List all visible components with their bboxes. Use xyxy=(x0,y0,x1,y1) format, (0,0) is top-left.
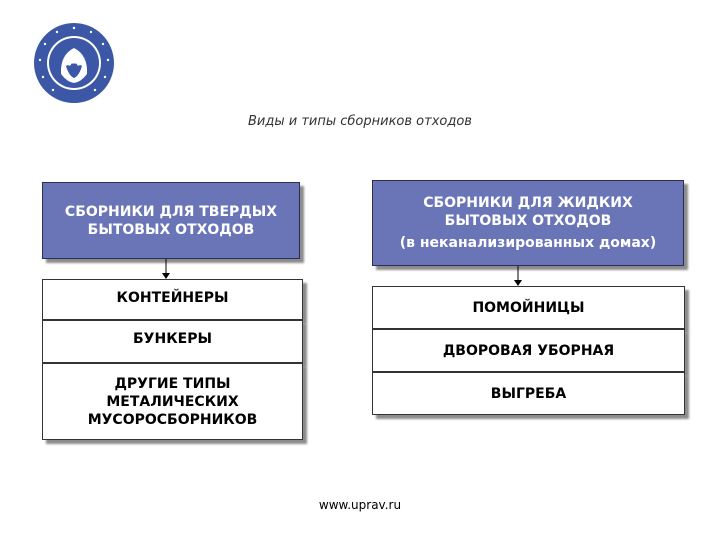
solid-waste-header xyxy=(42,182,300,259)
solid-header-line: БЫТОВЫХ ОТХОДОВ xyxy=(87,221,255,238)
diagram-subtitle: Виды и типы сборников отходов xyxy=(248,114,472,129)
footer-url: www.uprav.ru xyxy=(318,498,402,512)
solid-item-label: МЕТАЛИЧЕСКИХ xyxy=(106,393,239,410)
liquid-item-yard-toilet xyxy=(372,329,685,372)
liquid-header-line: СБОРНИКИ ДЛЯ ЖИДКИХ xyxy=(423,195,633,211)
solid-item-other-types xyxy=(42,363,303,440)
liquid-header-line: БЫТОВЫХ ОТХОДОВ xyxy=(444,213,612,229)
solid-item-containers xyxy=(42,279,303,320)
liquid-item-label: ВЫГРЕБА xyxy=(490,385,567,402)
liquid-header-line: (в неканализированных домах) xyxy=(399,235,657,251)
liquid-item-cesspits xyxy=(372,372,685,415)
liquid-waste-header xyxy=(372,180,684,266)
solid-item-bunkers xyxy=(42,320,303,363)
solid-item-label: КОНТЕЙНЕРЫ xyxy=(116,290,229,306)
liquid-item-label: ПОМОЙНИЦЫ xyxy=(472,299,585,316)
solid-item-label: ДРУГИЕ ТИПЫ xyxy=(114,375,231,392)
liquid-item-slop-bins xyxy=(372,286,685,329)
solid-header-line: СБОРНИКИ ДЛЯ ТВЕРДЫХ xyxy=(64,203,278,220)
solid-item-label: БУНКЕРЫ xyxy=(133,331,212,347)
lion-emblem-icon xyxy=(33,22,115,104)
liquid-item-label: ДВОРОВАЯ УБОРНАЯ xyxy=(442,342,615,359)
solid-item-label: МУСОРОСБОРНИКОВ xyxy=(87,411,258,428)
